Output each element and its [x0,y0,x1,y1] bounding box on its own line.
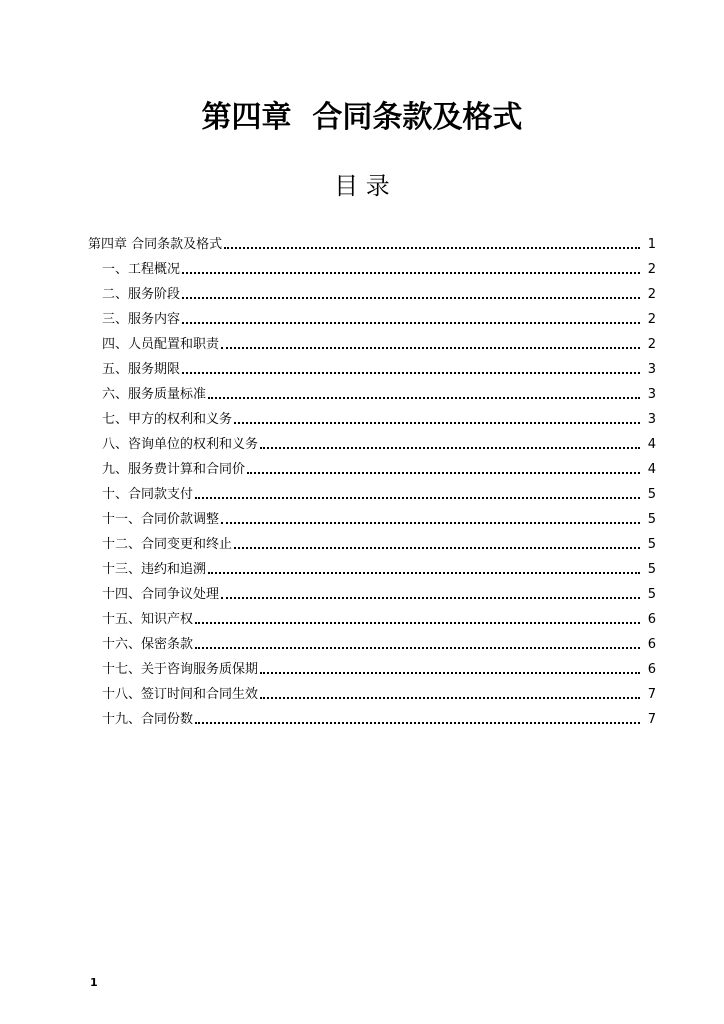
toc-entry-page: 5 [647,587,656,602]
toc-entry[interactable] [88,629,656,654]
toc-entry-label: 十三、违约和追溯 [102,562,207,577]
toc-dot-leader [221,597,640,599]
toc-entry[interactable] [88,479,656,504]
toc-entry-page: 7 [647,687,656,702]
toc-dot-leader [182,272,640,274]
toc-entry[interactable] [88,579,656,604]
toc-entry[interactable] [88,379,656,404]
toc-entry[interactable] [88,429,656,454]
toc-entry[interactable] [88,454,656,479]
toc-dot-leader [234,422,640,424]
toc-entry-page: 5 [647,487,656,502]
toc-entry-label: 一、工程概况 [102,262,181,277]
toc-entry[interactable] [88,504,656,529]
toc-entry[interactable] [88,304,656,329]
toc-entry-page: 5 [647,537,656,552]
toc-entry-page: 3 [647,362,656,377]
toc-entry-page: 2 [647,312,656,327]
toc-entry-label: 九、服务费计算和合同价 [102,462,246,477]
page-number: 1 [90,976,98,989]
toc-dot-leader [182,322,640,324]
toc-entry[interactable] [88,654,656,679]
toc-entry[interactable] [88,529,656,554]
toc-entry-label: 十一、合同价款调整 [102,512,220,527]
toc-dot-leader [195,647,640,649]
toc-entry-page: 2 [647,337,656,352]
toc-entry-label: 十六、保密条款 [102,637,194,652]
toc-dot-leader [195,622,640,624]
toc-entry[interactable] [88,404,656,429]
toc-entry-page: 3 [647,387,656,402]
toc-entry-label: 三、服务内容 [102,312,181,327]
chapter-title: 第四章 合同条款及格式 [201,100,523,135]
toc-entry-label: 第四章 合同条款及格式 [88,237,223,252]
toc-entry[interactable] [88,329,656,354]
toc-entry-page: 5 [647,562,656,577]
toc-entry-label: 六、服务质量标准 [102,387,207,402]
toc-entry-page: 6 [647,662,656,677]
toc-entry-page: 3 [647,412,656,427]
toc-entry-page: 4 [647,437,656,452]
toc-entry-label: 十七、关于咨询服务质保期 [102,662,259,677]
toc-entry[interactable] [88,354,656,379]
toc-entry-page: 6 [647,637,656,652]
toc-entry-label: 十四、合同争议处理 [102,587,220,602]
toc-dot-leader [221,522,640,524]
toc-dot-leader [208,572,640,574]
toc-dot-leader [260,672,640,674]
toc-entry-label: 五、服务期限 [102,362,181,377]
toc-dot-leader [221,347,640,349]
toc-entry[interactable] [88,254,656,279]
toc-entry-label: 十、合同款支付 [102,487,194,502]
toc-entry[interactable] [88,279,656,304]
toc-entry-label: 十八、签订时间和合同生效 [102,687,259,702]
toc-dot-leader [182,297,640,299]
toc-entry-label: 十五、知识产权 [102,612,194,627]
toc-entry-label: 四、人员配置和职责 [102,337,220,352]
toc-dot-leader [247,472,640,474]
toc-dot-leader [260,697,640,699]
toc-dot-leader [208,397,640,399]
toc-entry-label: 十九、合同份数 [102,712,194,727]
toc-entry-page: 1 [647,237,656,252]
toc-dot-leader [260,447,640,449]
toc-entry-page: 4 [647,462,656,477]
toc-dot-leader [195,722,640,724]
toc-entry-page: 6 [647,612,656,627]
table-of-contents [88,229,656,729]
toc-entry-label: 八、咨询单位的权利和义务 [102,437,259,452]
toc-dot-leader [234,547,640,549]
toc-entry-page: 2 [647,287,656,302]
toc-entry-label: 七、甲方的权利和义务 [102,412,233,427]
toc-dot-leader [195,497,640,499]
toc-dot-leader [224,247,640,249]
toc-dot-leader [182,372,640,374]
toc-entry-page: 7 [647,712,656,727]
toc-entry[interactable] [88,704,656,729]
toc-entry-label: 十二、合同变更和终止 [102,537,233,552]
toc-heading: 目 录 [334,172,390,200]
toc-entry[interactable] [88,604,656,629]
toc-entry-page: 5 [647,512,656,527]
toc-entry-chapter[interactable] [88,229,656,254]
toc-entry-label: 二、服务阶段 [102,287,181,302]
toc-entry[interactable] [88,679,656,704]
toc-entry[interactable] [88,554,656,579]
toc-entry-page: 2 [647,262,656,277]
